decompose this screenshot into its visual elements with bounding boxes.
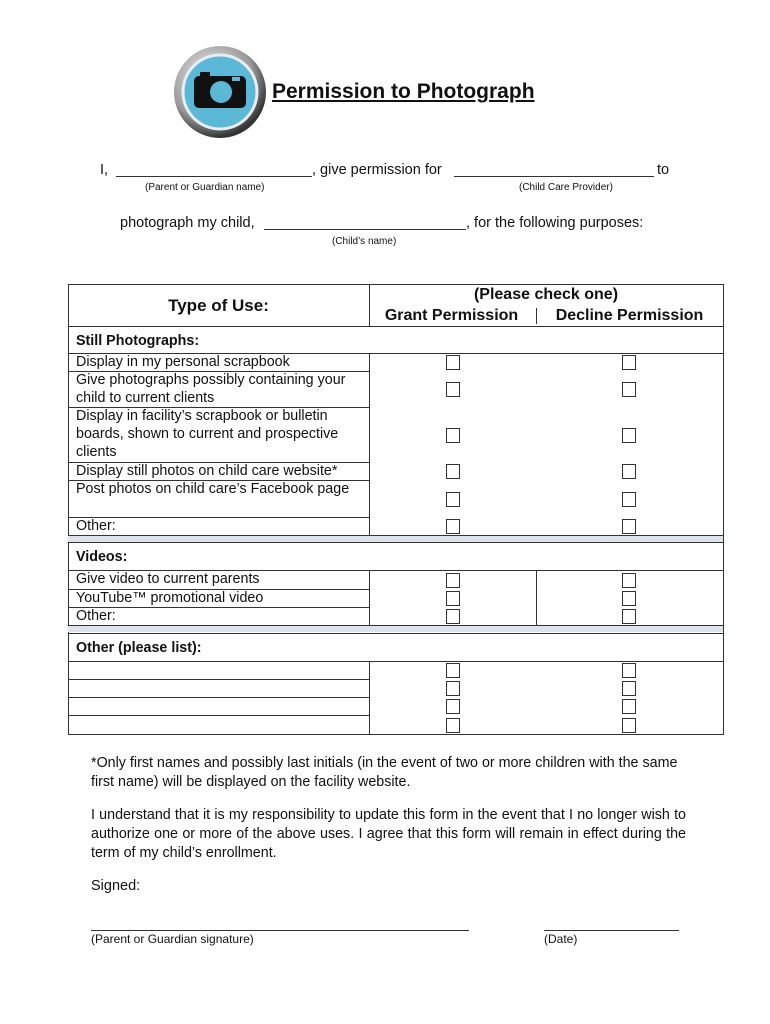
- decline-checkbox[interactable]: [622, 663, 636, 678]
- divider: [369, 353, 370, 535]
- grant-checkbox[interactable]: [446, 355, 460, 370]
- decline-checkbox[interactable]: [622, 464, 636, 479]
- grant-checkbox[interactable]: [446, 663, 460, 678]
- child-caption: (Child’s name): [332, 236, 397, 247]
- intro-text: to: [657, 162, 670, 178]
- divider: [68, 633, 724, 634]
- parent-caption: (Parent or Guardian name): [145, 182, 265, 193]
- table-row-label: Display still photos on child care website*: [76, 463, 338, 479]
- grant-checkbox[interactable]: [446, 609, 460, 624]
- table-row-label: Display in facility’s scrapbook or bulletin boards, shown to current and prospective clients: [76, 408, 339, 460]
- decline-checkbox[interactable]: [622, 492, 636, 507]
- section-separator: [68, 626, 723, 632]
- decline-checkbox[interactable]: [622, 519, 636, 534]
- table-row-label: Display in my personal scrapbook: [76, 354, 290, 370]
- intro-text: photograph my child,: [120, 215, 255, 231]
- decline-checkbox[interactable]: [622, 355, 636, 370]
- divider: [68, 734, 724, 735]
- divider: [68, 284, 724, 285]
- signature-caption: (Parent or Guardian signature): [91, 932, 254, 946]
- decline-permission-header: Decline Permission: [555, 307, 704, 324]
- decline-checkbox[interactable]: [622, 428, 636, 443]
- grant-permission-header: Grant Permission: [384, 307, 519, 324]
- check-one-header: (Please check one): [473, 286, 619, 303]
- divider: [369, 570, 370, 625]
- intro-text: , for the following purposes:: [466, 215, 644, 231]
- date-field[interactable]: [544, 930, 679, 931]
- page-title: Permission to Photograph: [272, 80, 535, 103]
- divider: [723, 284, 724, 734]
- grant-checkbox[interactable]: [446, 591, 460, 606]
- decline-checkbox[interactable]: [622, 591, 636, 606]
- divider: [68, 542, 724, 543]
- table-row-label: Post photos on child care’s Facebook page: [76, 481, 350, 497]
- decline-checkbox[interactable]: [622, 718, 636, 733]
- grant-checkbox[interactable]: [446, 464, 460, 479]
- grant-checkbox[interactable]: [446, 492, 460, 507]
- grant-checkbox[interactable]: [446, 382, 460, 397]
- decline-checkbox[interactable]: [622, 609, 636, 624]
- signed-label: Signed:: [91, 878, 141, 894]
- provider-caption: (Child Care Provider): [519, 182, 613, 193]
- section-title: Videos:: [76, 549, 128, 565]
- divider: [68, 661, 724, 662]
- divider: [68, 697, 370, 698]
- grant-checkbox[interactable]: [446, 718, 460, 733]
- section-title: Other (please list):: [76, 640, 202, 656]
- grant-checkbox[interactable]: [446, 428, 460, 443]
- divider: [68, 284, 69, 734]
- intro-text: , give permission for: [312, 162, 442, 178]
- table-row-label: Give video to current parents: [76, 571, 260, 587]
- grant-checkbox[interactable]: [446, 699, 460, 714]
- grant-checkbox[interactable]: [446, 519, 460, 534]
- divider: [68, 715, 370, 716]
- intro-text: I,: [100, 162, 109, 178]
- grant-checkbox[interactable]: [446, 681, 460, 696]
- table-row-label: Other:: [76, 518, 116, 534]
- footnote: *Only first names and possibly last initials (in the event of two or more children with the same first name) will be displayed on the facility website.: [91, 755, 678, 790]
- table-row-label: Give photographs possibly containing your child to current clients: [76, 372, 346, 406]
- decline-checkbox[interactable]: [622, 699, 636, 714]
- decline-checkbox[interactable]: [622, 573, 636, 588]
- divider: [68, 326, 724, 327]
- decline-checkbox[interactable]: [622, 681, 636, 696]
- date-caption: (Date): [544, 932, 578, 946]
- type-of-use-header: Type of Use:: [168, 296, 269, 315]
- table-row-label: Other:: [76, 608, 116, 624]
- section-title: Still Photographs:: [76, 333, 200, 349]
- divider: [536, 570, 537, 625]
- signature-field[interactable]: [91, 930, 469, 931]
- divider: [68, 679, 370, 680]
- decline-checkbox[interactable]: [622, 382, 636, 397]
- agreement-text: I understand that it is my responsibility to update this form in the event that I no longer wish to authorize one or more of the above uses. I agree that this form will remain in effect during the term of my child’s enrollment.: [91, 807, 686, 861]
- divider: [536, 308, 537, 324]
- grant-checkbox[interactable]: [446, 573, 460, 588]
- table-row-label: YouTube™ promotional video: [76, 590, 264, 606]
